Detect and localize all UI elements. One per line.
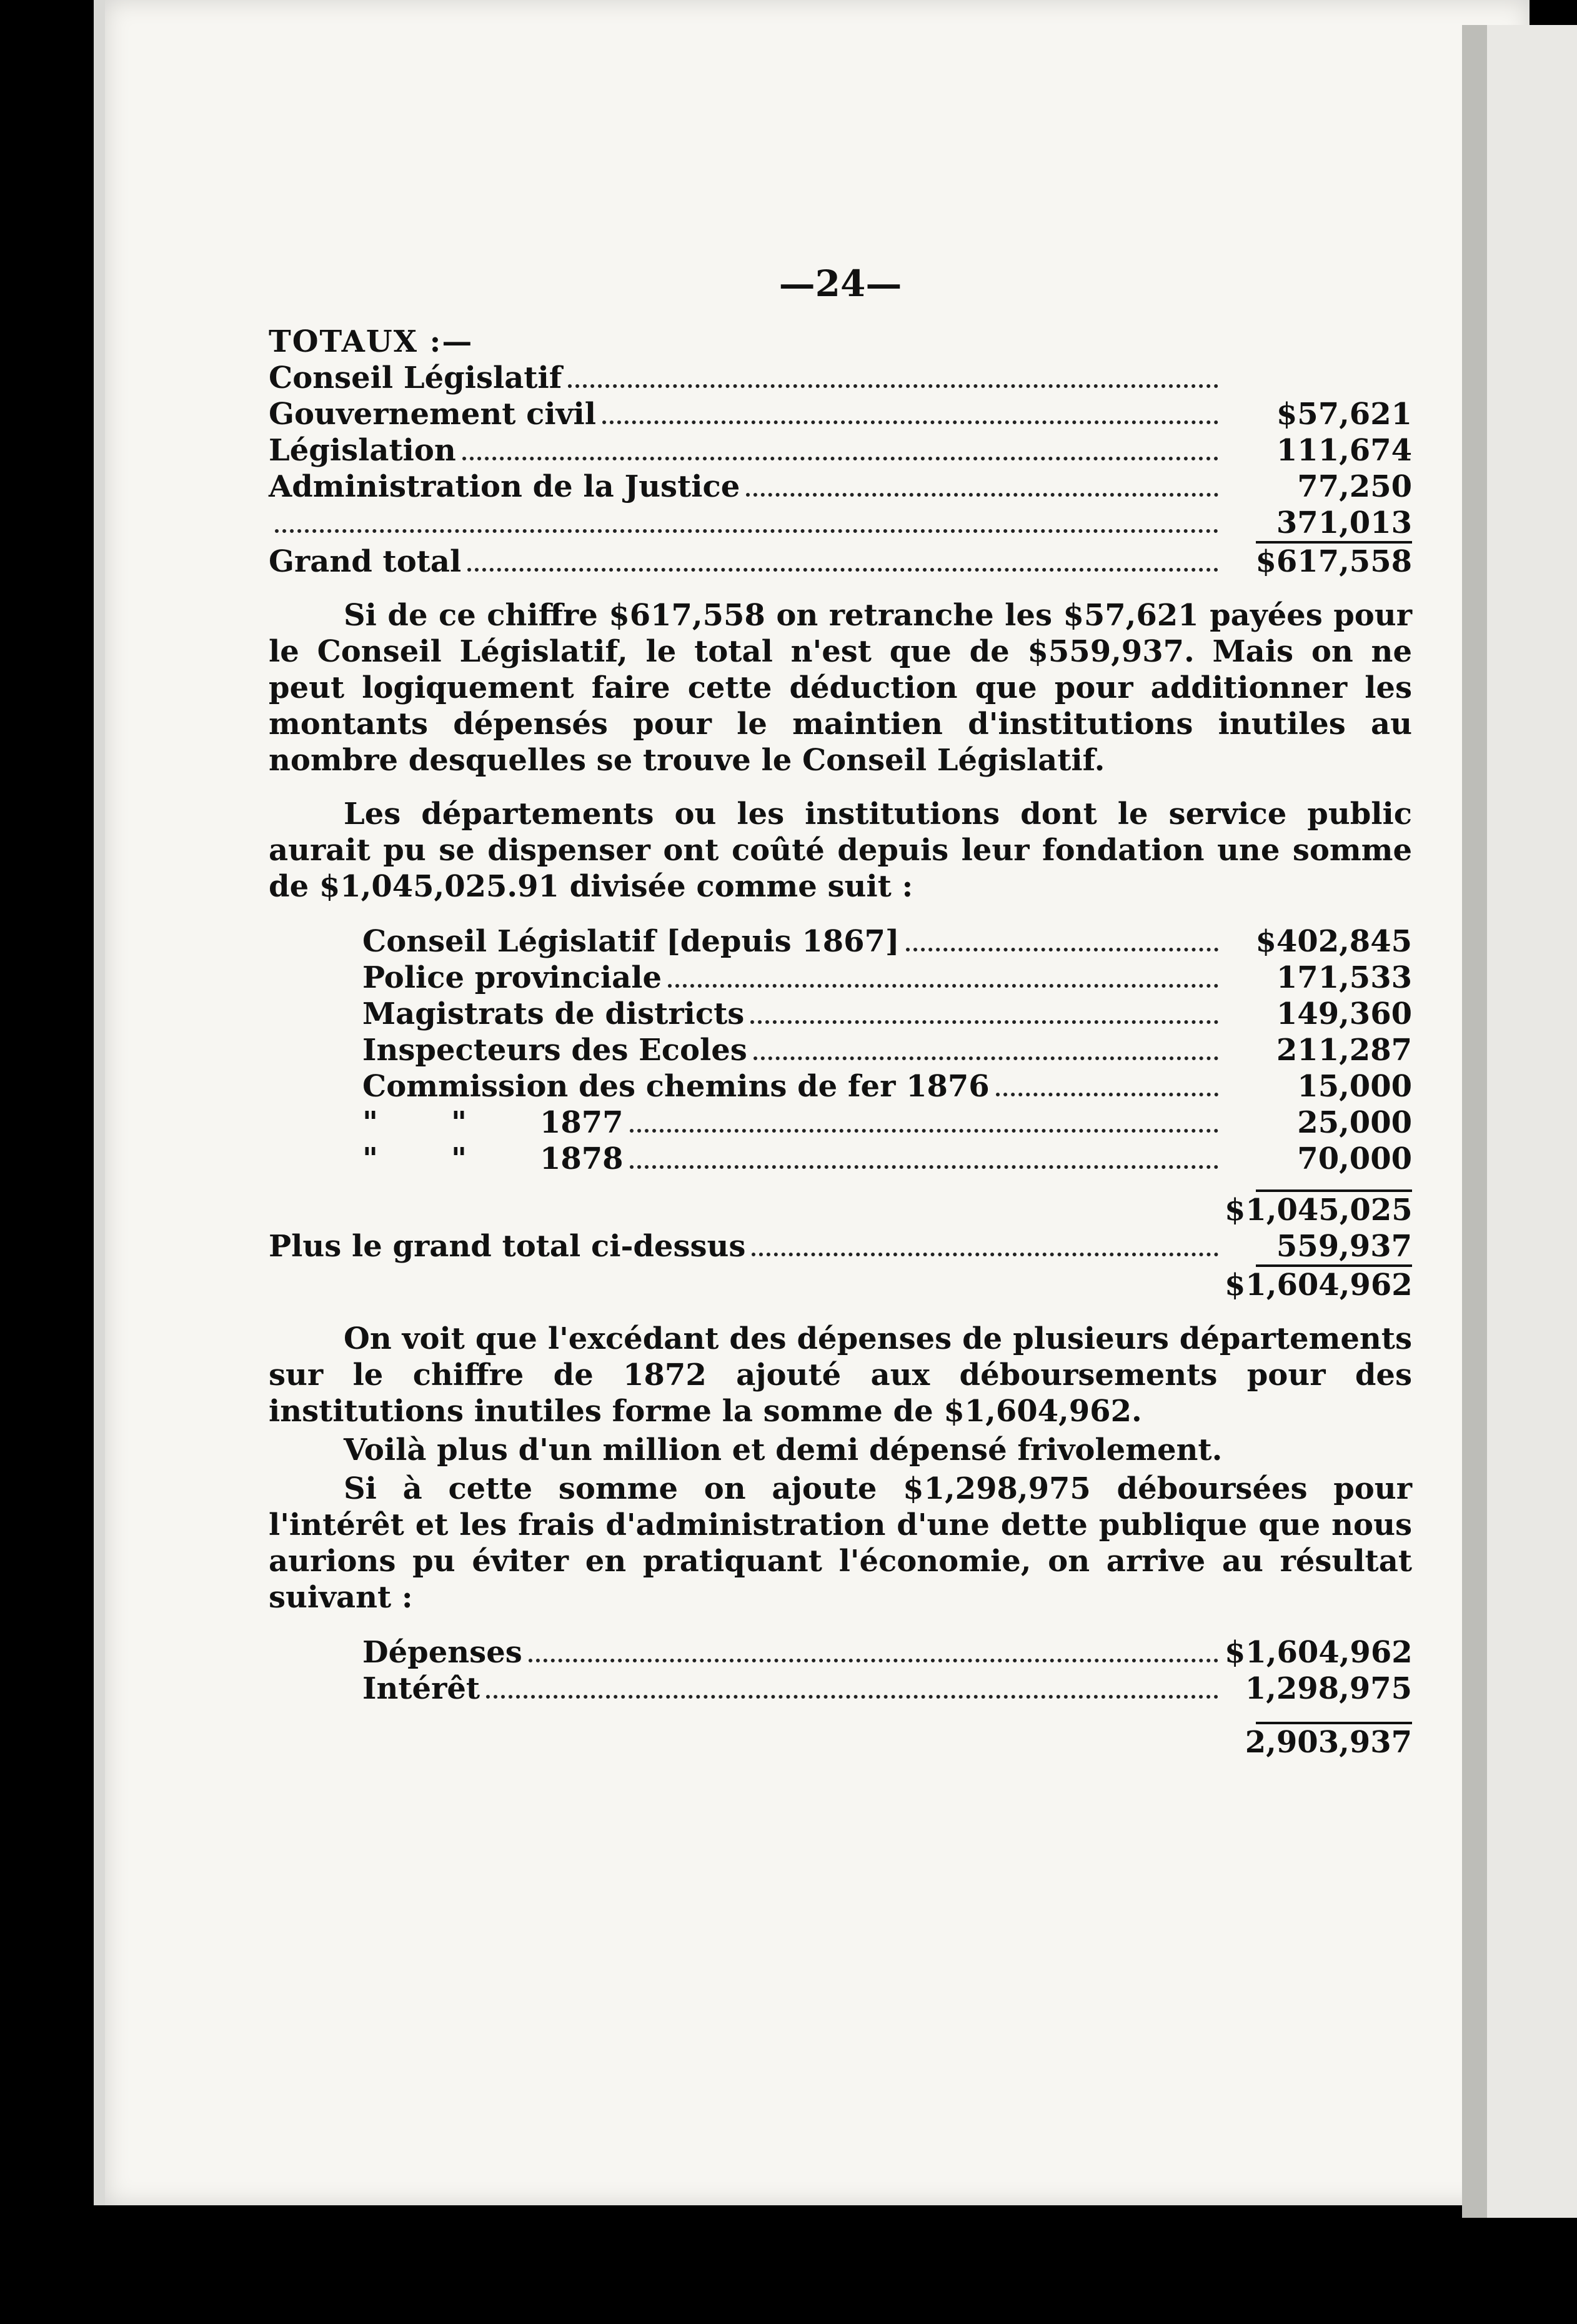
grand-total-row xyxy=(269,544,1412,580)
adjacent-page-edge xyxy=(1462,25,1577,2218)
item-value: 111,674 xyxy=(1276,433,1412,468)
item-label: Dépenses xyxy=(362,1635,522,1670)
paragraph: Si à cette somme on ajoute $1,298,975 déboursées pour l'intérêt et les frais d'administration d'une dette publique que nous aurions pu éviter en pratiquant l'économie, on arrive au résultat suivant : xyxy=(269,1471,1412,1615)
item-value: 371,013 xyxy=(1276,505,1412,540)
item-value: 25,000 xyxy=(1297,1105,1412,1140)
item-label: Gouvernement civil xyxy=(269,397,596,432)
list-item xyxy=(269,505,1412,541)
item-value: 70,000 xyxy=(1297,1141,1412,1176)
page-number: —24— xyxy=(779,262,902,305)
item-label: " " 1877 xyxy=(362,1105,624,1140)
expenses-list xyxy=(269,923,1412,1177)
item-value: 149,360 xyxy=(1276,996,1412,1031)
item-label: " " 1878 xyxy=(362,1141,624,1176)
item-value: $1,604,962 xyxy=(1225,1635,1413,1670)
item-value: $617,558 xyxy=(1255,544,1412,579)
paragraph: On voit que l'excédant des dépenses de plusieurs départements sur le chiffre de 1872 ajouté aux déboursements pour des institutions inutiles forme la somme de $1,604,962. xyxy=(269,1321,1412,1429)
item-value: 559,937 xyxy=(1276,1229,1412,1264)
item-value: $1,604,962 xyxy=(1225,1268,1413,1303)
item-value: 1,298,975 xyxy=(1245,1671,1412,1706)
item-value: $1,045,025 xyxy=(1225,1193,1413,1228)
item-label: Inspecteurs des Ecoles xyxy=(362,1033,747,1068)
list-item xyxy=(362,960,1412,996)
item-value: $402,845 xyxy=(1255,924,1412,959)
item-value: $57,621 xyxy=(1276,397,1412,432)
list-item xyxy=(362,1068,1412,1105)
item-label: Commission des chemins de fer 1876 xyxy=(362,1069,990,1104)
list-item xyxy=(362,923,1412,960)
totals-heading xyxy=(269,324,1412,360)
list-item xyxy=(362,996,1412,1032)
final-total-row xyxy=(362,1724,1412,1760)
list-item xyxy=(269,1228,1412,1264)
item-label: Police provinciale xyxy=(362,960,662,995)
heading-text: TOTAUX :— xyxy=(269,324,474,359)
item-value: 2,903,937 xyxy=(1245,1725,1412,1760)
item-label: Législation xyxy=(269,433,456,468)
item-label: Administration de la Justice xyxy=(269,469,740,504)
item-label: Magistrats de districts xyxy=(362,996,745,1031)
list-item xyxy=(269,360,1412,396)
paragraph: Si de ce chiffre $617,558 on retranche les $57,621 payées pour le Conseil Législatif, le total n'est que de $559,937. Mais on ne peut logiquement faire cette déduction que pour additionner les montants dépensés pour le maintien d'institutions inutiles au nombre desquelles se trouve le Conseil Législatif. xyxy=(269,598,1412,778)
item-value: 15,000 xyxy=(1297,1069,1412,1104)
paragraph: Voilà plus d'un million et demi dépensé frivolement. xyxy=(344,1433,1223,1467)
list-item xyxy=(362,1032,1412,1068)
page-content xyxy=(269,262,1412,1760)
list-item xyxy=(362,1671,1412,1707)
totals-list xyxy=(269,360,1412,580)
list-item xyxy=(362,1634,1412,1671)
summary-block xyxy=(269,1189,1412,1303)
list-item xyxy=(362,1105,1412,1141)
list-item xyxy=(362,1141,1412,1177)
paragraph: Les départements ou les institutions dont le service public aurait pu se dispenser ont coûté depuis leur fondation une somme de $1,045,025.91 divisée comme suit : xyxy=(269,797,1412,904)
final-list xyxy=(269,1634,1412,1760)
subtotal-row xyxy=(269,1192,1412,1228)
list-item xyxy=(269,396,1412,432)
item-value: 211,287 xyxy=(1276,1033,1412,1068)
total-row xyxy=(269,1267,1412,1303)
item-label: Intérêt xyxy=(362,1671,480,1706)
list-item xyxy=(269,469,1412,505)
item-value: 171,533 xyxy=(1276,960,1412,995)
item-label: Plus le grand total ci-dessus xyxy=(269,1229,746,1264)
list-item xyxy=(269,432,1412,469)
item-label: Grand total xyxy=(269,544,462,579)
item-label: Conseil Législatif [depuis 1867] xyxy=(362,924,900,959)
item-label: Conseil Législatif xyxy=(269,360,562,395)
item-value: 77,250 xyxy=(1297,469,1412,504)
